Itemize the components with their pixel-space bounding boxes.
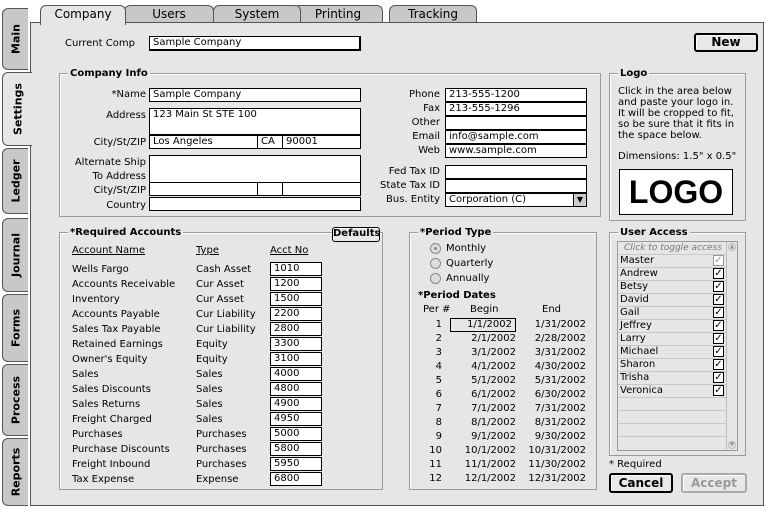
logo-instructions: Click in the area below and paste your logo in. It will be cropped to fit, so be sure that it fits in the space below. <box>618 86 735 141</box>
acct-no-field[interactable]: 2800 <box>270 322 322 336</box>
period-end-date: 7/31/2002 <box>534 403 586 414</box>
access-checkbox[interactable]: ✓ <box>714 359 723 370</box>
access-checkbox[interactable]: ✓ <box>714 294 723 305</box>
account-type: Cur Asset <box>196 279 244 290</box>
web-label: Web <box>418 145 440 156</box>
country-label: Country <box>106 200 146 211</box>
fed-tax-field[interactable] <box>445 165 587 179</box>
acct-no-field[interactable]: 5000 <box>270 427 322 441</box>
tab-system[interactable]: System <box>213 5 301 23</box>
acct-no-field[interactable]: 1010 <box>270 262 322 276</box>
account-type: Equity <box>196 354 228 365</box>
user-name: Jeffrey <box>620 320 652 331</box>
email-field[interactable]: info@sample.com <box>445 130 587 144</box>
period-number: 6 <box>435 389 442 400</box>
period-option-label: Quarterly <box>446 258 494 269</box>
account-type: Cur Liability <box>196 324 256 335</box>
scroll-up-icon[interactable]: ▲ <box>729 243 735 250</box>
city-field[interactable]: Los Angeles <box>149 135 258 149</box>
acct-no-field[interactable]: 5800 <box>270 442 322 456</box>
user-name: Gail <box>620 307 640 318</box>
access-checkbox[interactable]: ✓ <box>714 268 723 279</box>
period-number: 7 <box>435 403 442 414</box>
period-begin-date[interactable]: 8/1/2002 <box>471 417 516 428</box>
tab-tracking[interactable]: Tracking <box>389 5 477 23</box>
acct-no-field[interactable]: 4800 <box>270 382 322 396</box>
toggle-hint: Click to toggle access <box>624 243 722 253</box>
company-info-title: Company Info <box>70 68 148 79</box>
user-name: Betsy <box>620 281 649 292</box>
logo-paste-area[interactable]: LOGO <box>619 169 733 215</box>
other-field[interactable] <box>445 116 587 130</box>
phone-field[interactable]: 213-555-1200 <box>445 88 587 102</box>
side-tab-reports[interactable]: Reports <box>2 438 28 506</box>
user-row-empty <box>618 423 726 436</box>
period-end-date: 8/31/2002 <box>534 417 586 428</box>
account-name: Freight Charged <box>72 414 152 425</box>
required-accounts-title: *Required Accounts <box>70 227 182 238</box>
period-option-label: Monthly <box>446 243 487 254</box>
account-name: Purchases <box>72 429 123 440</box>
fax-field[interactable]: 213-555-1296 <box>445 102 587 116</box>
period-end-date: 4/30/2002 <box>534 361 586 372</box>
account-name: Freight Inbound <box>72 459 151 470</box>
user-access-group <box>609 227 746 456</box>
account-name: Accounts Payable <box>72 309 160 320</box>
new-button[interactable]: New <box>694 33 758 52</box>
logo-dimensions: Dimensions: 1.5" x 0.5" <box>618 151 737 162</box>
period-radio[interactable] <box>430 258 441 269</box>
period-end-date: 6/30/2002 <box>534 389 586 400</box>
bus-entity-select[interactable] <box>445 193 587 207</box>
account-name: Inventory <box>72 294 120 305</box>
alt-ship-label: Alternate Ship <box>74 157 146 168</box>
period-number: 2 <box>435 333 442 344</box>
period-end-date: 9/30/2002 <box>534 431 586 442</box>
user-row-empty <box>618 436 726 449</box>
period-number: 12 <box>429 473 442 484</box>
user-name: Michael <box>620 346 659 357</box>
period-end-date: 5/31/2002 <box>534 375 586 386</box>
email-label: Email <box>412 131 440 142</box>
current-comp-label: Current Comp <box>65 38 135 49</box>
accept-button[interactable]: Accept <box>681 473 747 493</box>
acct-no-field[interactable]: 4950 <box>270 412 322 426</box>
period-begin-date[interactable]: 12/1/2002 <box>464 473 516 484</box>
city-st-zip-label: City/St/ZIP <box>93 137 146 148</box>
company-info-group <box>59 68 601 217</box>
period-end-date: 3/31/2002 <box>534 347 586 358</box>
required-accounts-group <box>59 227 383 490</box>
acct-no-field[interactable]: 1500 <box>270 292 322 306</box>
acct-no-field[interactable]: 2200 <box>270 307 322 321</box>
web-field[interactable]: www.sample.com <box>445 144 587 158</box>
user-row-empty <box>618 410 726 423</box>
user-name: David <box>620 294 649 305</box>
end-header: End <box>542 304 562 315</box>
side-tab-settings[interactable]: Settings <box>2 72 32 146</box>
period-number: 4 <box>435 361 442 372</box>
per-header: Per # <box>423 304 451 315</box>
account-name: Purchase Discounts <box>72 444 170 455</box>
side-tab-forms[interactable]: Forms <box>2 294 28 362</box>
settings-panel <box>30 22 764 506</box>
tab-printing[interactable]: Printing <box>293 5 383 23</box>
account-type: Sales <box>196 384 223 395</box>
period-begin-date[interactable]: 11/1/2002 <box>464 459 516 470</box>
logo-title: Logo <box>620 68 648 79</box>
acct-no-field[interactable]: 4900 <box>270 397 322 411</box>
account-name: Wells Fargo <box>72 264 129 275</box>
current-comp-field[interactable]: Sample Company <box>149 36 361 51</box>
user-name: Sharon <box>620 359 656 370</box>
user-access-title: User Access <box>620 227 688 238</box>
account-name: Accounts Receivable <box>72 279 176 290</box>
access-checkbox[interactable]: ✓ <box>714 346 723 357</box>
account-type: Sales <box>196 369 223 380</box>
address-field[interactable]: 123 Main St STE 100 <box>149 108 361 135</box>
period-begin-date[interactable]: 6/1/2002 <box>471 389 516 400</box>
account-name: Sales Discounts <box>72 384 151 395</box>
user-access-list[interactable] <box>617 241 738 451</box>
account-type: Purchases <box>196 444 247 455</box>
period-begin-date[interactable]: 3/1/2002 <box>471 347 516 358</box>
account-type: Cur Asset <box>196 294 244 305</box>
alt-ship-to-label: To Address <box>92 171 146 182</box>
period-begin-date[interactable]: 7/1/2002 <box>471 403 516 414</box>
tab-company[interactable]: Company <box>40 5 126 25</box>
address-label: Address <box>106 110 146 121</box>
name-field[interactable]: Sample Company <box>149 88 361 102</box>
acct-no-field[interactable]: 3300 <box>270 337 322 351</box>
user-name: Veronica <box>620 385 663 396</box>
bus-entity-label: Bus. Entity <box>386 194 440 205</box>
period-number: 8 <box>435 417 442 428</box>
other-label: Other <box>411 117 440 128</box>
period-begin-date[interactable]: 4/1/2002 <box>471 361 516 372</box>
period-type-title: *Period Type <box>420 227 492 238</box>
user-row-empty <box>618 397 726 410</box>
user-name: Trisha <box>620 372 650 383</box>
begin-header: Begin <box>470 304 499 315</box>
period-dates-title: *Period Dates <box>418 290 496 301</box>
user-name: Master <box>620 255 655 266</box>
fax-label: Fax <box>423 103 440 114</box>
account-name-header: Account Name <box>72 245 146 256</box>
account-name: Tax Expense <box>72 474 135 485</box>
fed-tax-label: Fed Tax ID <box>388 166 440 177</box>
period-number: 9 <box>435 431 442 442</box>
alt-city-st-zip-label: City/St/ZIP <box>93 185 146 196</box>
period-begin-date[interactable]: 2/1/2002 <box>471 333 516 344</box>
account-type: Expense <box>196 474 239 485</box>
side-tab-journal[interactable]: Journal <box>2 218 28 292</box>
period-begin-date[interactable]: 1/1/2002 <box>450 318 516 332</box>
account-type: Purchases <box>196 459 247 470</box>
account-name: Sales <box>72 369 99 380</box>
period-number: 10 <box>429 445 442 456</box>
user-name: Larry <box>620 333 646 344</box>
access-checkbox[interactable]: ✓ <box>714 307 723 318</box>
period-end-date: 1/31/2002 <box>534 319 586 330</box>
scroll-down-icon[interactable]: ▼ <box>729 441 735 448</box>
period-number: 3 <box>435 347 442 358</box>
country-field[interactable] <box>149 197 361 211</box>
logo-group <box>609 68 746 221</box>
alt-state-field[interactable] <box>257 182 283 196</box>
access-checkbox[interactable]: ✓ <box>714 281 723 292</box>
account-type: Cash Asset <box>196 264 252 275</box>
acct-no-field[interactable]: 6800 <box>270 472 322 486</box>
state-field[interactable]: CA <box>257 135 283 149</box>
period-begin-date[interactable]: 9/1/2002 <box>471 431 516 442</box>
access-checkbox[interactable]: ✓ <box>714 320 723 331</box>
period-number: 1 <box>435 319 442 330</box>
phone-label: Phone <box>409 89 440 100</box>
account-name: Retained Earnings <box>72 339 163 350</box>
required-note: * Required <box>609 459 662 470</box>
state-tax-field[interactable] <box>445 179 587 193</box>
acct-no-header: Acct No <box>270 245 309 256</box>
period-number: 11 <box>429 459 442 470</box>
zip-field[interactable]: 90001 <box>282 135 361 149</box>
alt-city-field[interactable] <box>149 182 258 196</box>
tab-users[interactable]: Users <box>124 5 214 23</box>
side-tab-process[interactable]: Process <box>2 364 28 436</box>
account-type: Purchases <box>196 429 247 440</box>
account-name: Owner's Equity <box>72 354 148 365</box>
defaults-button[interactable]: Defaults <box>332 227 380 242</box>
side-tab-ledger[interactable]: Ledger <box>2 148 28 214</box>
account-type: Sales <box>196 399 223 410</box>
cancel-button[interactable]: Cancel <box>609 473 673 493</box>
access-checkbox[interactable]: ✓ <box>714 333 723 344</box>
account-type: Cur Liability <box>196 309 256 320</box>
alt-zip-field[interactable] <box>282 182 361 196</box>
bus-entity-value: Corporation (C) <box>449 194 527 205</box>
access-checkbox[interactable]: ✓ <box>714 372 723 383</box>
period-end-date: 10/31/2002 <box>528 445 586 456</box>
account-name: Sales Tax Payable <box>72 324 161 335</box>
acct-no-field[interactable]: 3100 <box>270 352 322 366</box>
account-type: Sales <box>196 414 223 425</box>
account-type: Equity <box>196 339 228 350</box>
period-radio[interactable] <box>430 243 441 254</box>
account-name: Sales Returns <box>72 399 141 410</box>
user-name: Andrew <box>620 268 658 279</box>
period-group <box>409 227 597 490</box>
period-end-date: 11/30/2002 <box>528 459 586 470</box>
state-tax-label: State Tax ID <box>380 180 440 191</box>
period-end-date: 12/31/2002 <box>528 473 586 484</box>
period-radio[interactable] <box>430 273 441 284</box>
period-begin-date[interactable]: 10/1/2002 <box>464 445 516 456</box>
acct-no-field[interactable]: 1200 <box>270 277 322 291</box>
period-begin-date[interactable]: 5/1/2002 <box>471 375 516 386</box>
side-tab-main[interactable]: Main <box>2 8 28 70</box>
period-end-date: 2/28/2002 <box>534 333 586 344</box>
acct-no-field[interactable]: 4000 <box>270 367 322 381</box>
name-label: *Name <box>111 89 146 100</box>
user-list-scrollbar[interactable] <box>726 242 737 450</box>
access-checkbox[interactable]: ✓ <box>714 255 723 266</box>
dropdown-arrow-icon[interactable]: ▼ <box>573 194 586 206</box>
type-header: Type <box>196 245 219 256</box>
period-number: 5 <box>435 375 442 386</box>
acct-no-field[interactable]: 5950 <box>270 457 322 471</box>
alt-ship-address-field[interactable] <box>149 155 361 183</box>
period-option-label: Annually <box>446 273 490 284</box>
access-checkbox[interactable]: ✓ <box>714 385 723 396</box>
